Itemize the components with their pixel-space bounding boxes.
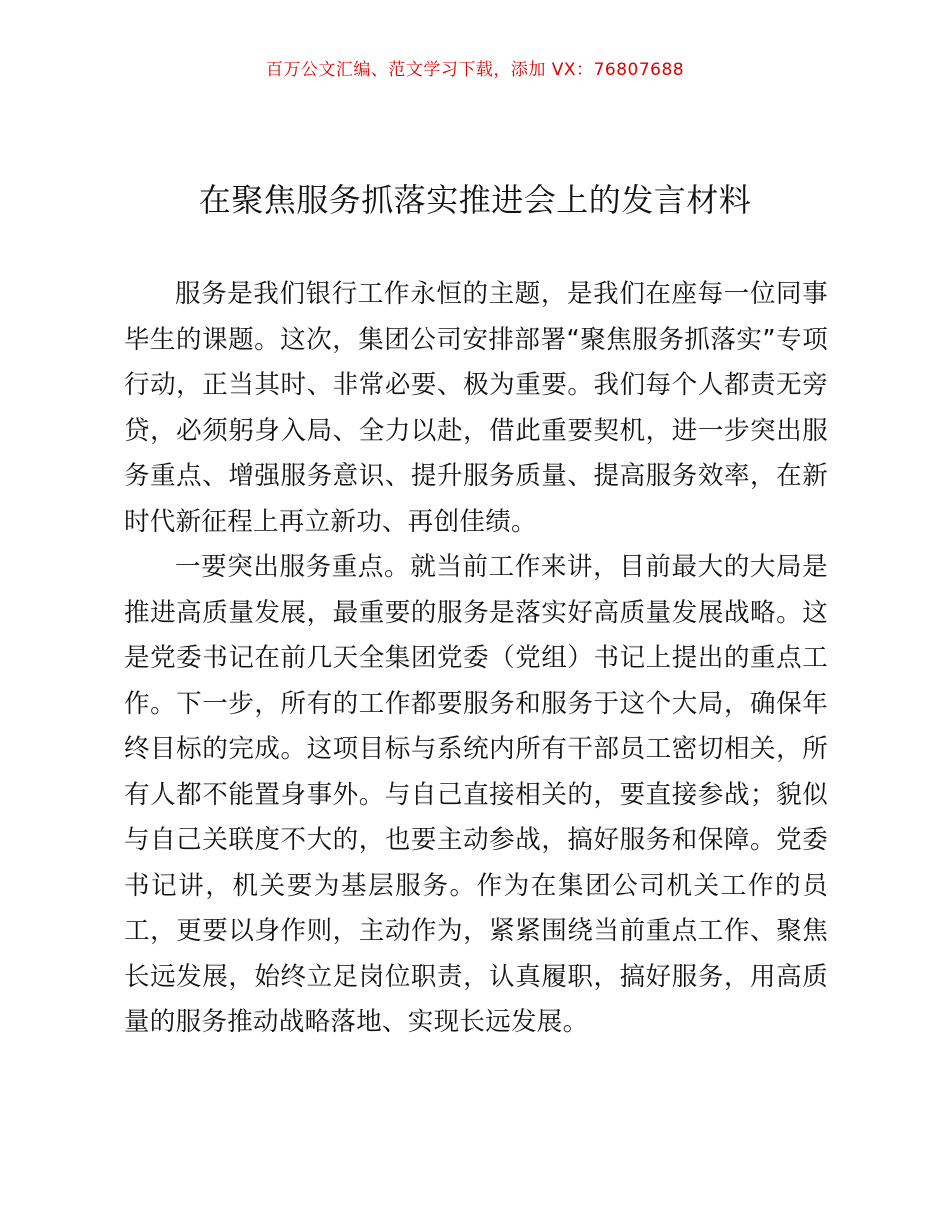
paragraph-1: 服务是我们银行工作永恒的主题，是我们在座每一位同事毕生的课题。这次，集团公司安排部署“聚焦服务抓落实”专项行动，正当其时、非常必要、极为重要。我们每个人都责无旁贷，必须躬身入局、全力以赴，借此重要契机，进一步突出服务重点、增强服务意识、提升服务质量、提高服务效率，在新时代新征程上再立新功、再创佳绩。	[124, 279, 828, 537]
document-body	[124, 272, 828, 1046]
header-note: 百万公文汇编、范文学习下载，添加 VX：76807688	[265, 60, 685, 80]
paragraph-2: 一要突出服务重点。就当前工作来讲，目前最大的大局是推进高质量发展，最重要的服务是落实好高质量发展战略。这是党委书记在前几天全集团党委（党组）书记上提出的重点工作。下一步，所有的工作都要服务和服务于这个大局，确保年终目标的完成。这项目标与系统内所有干部员工密切相关，所有人都不能置身事外。与自己直接相关的，要直接参战；貌似与自己关联度不大的，也要主动参战，搞好服务和保障。党委书记讲，机关要为基层服务。作为在集团公司机关工作的员工，更要以身作则，主动作为，紧紧围绕当前重点工作、聚焦长远发展，始终立足岗位职责，认真履职，搞好服务，用高质量的服务推动战略落地、实现长远发展。	[124, 552, 828, 1037]
document-title: 在聚焦服务抓落实推进会上的发言材料	[198, 181, 752, 219]
